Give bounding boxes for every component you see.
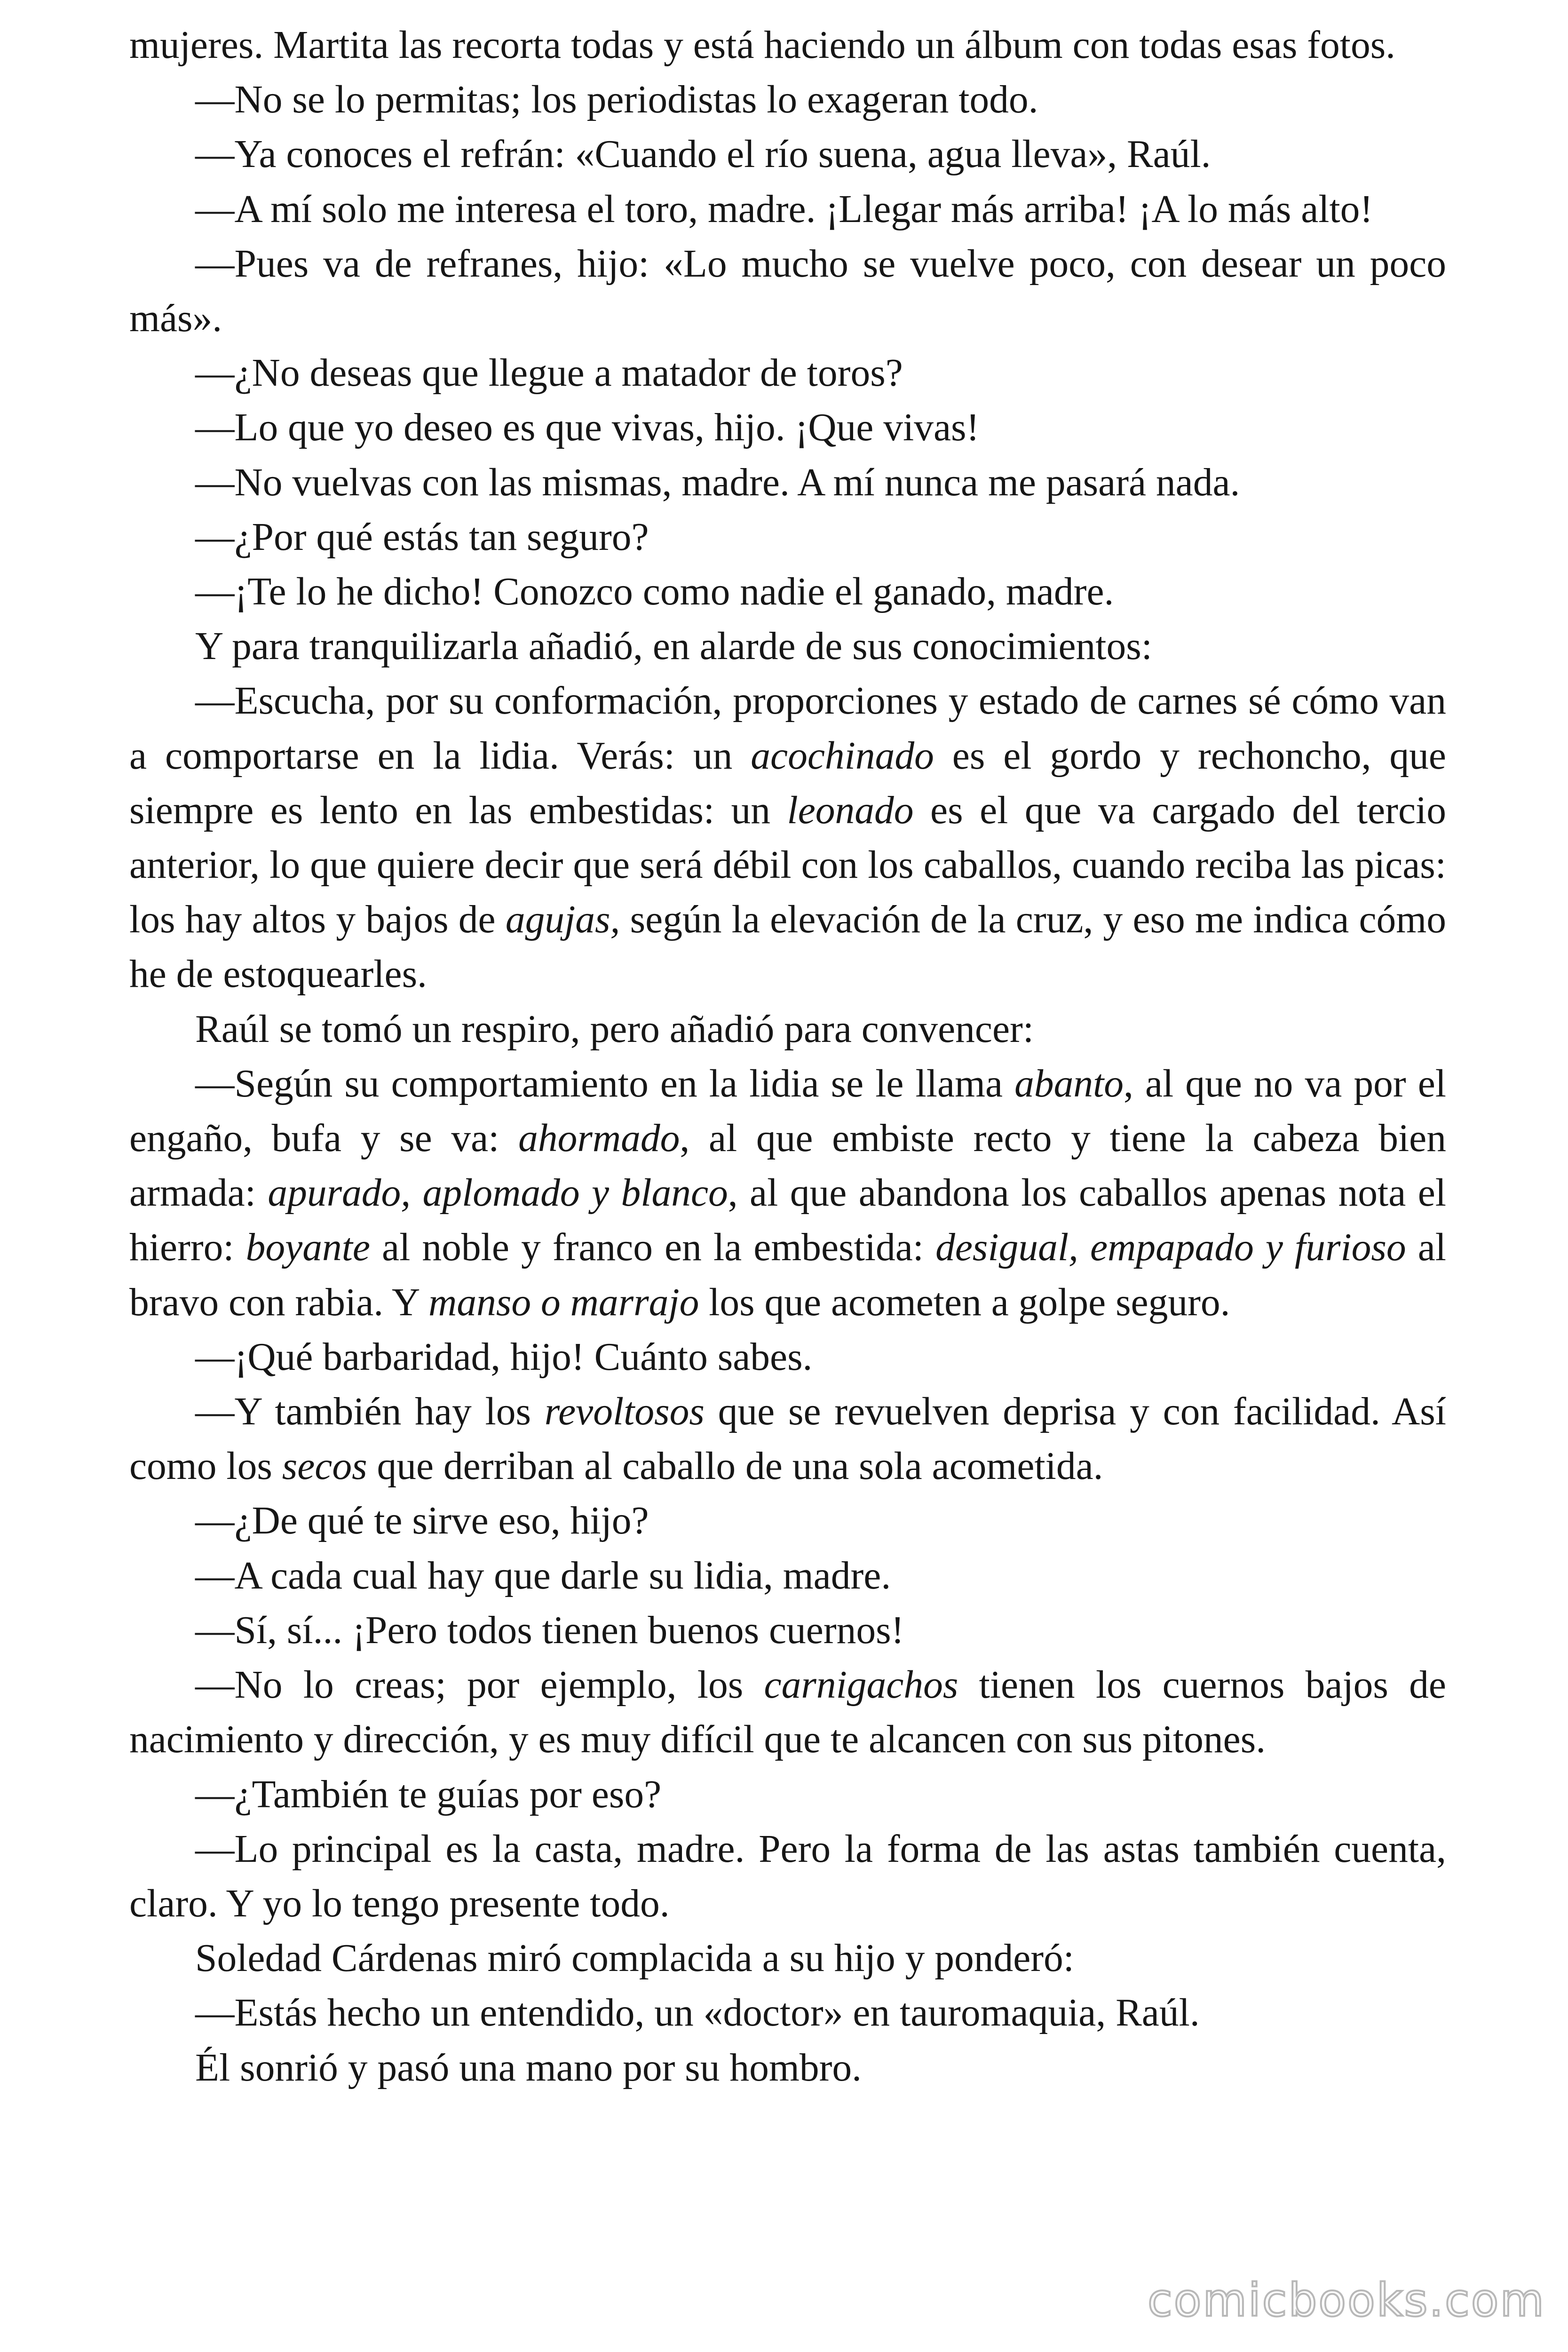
paragraph bbox=[129, 182, 1446, 237]
italic-term: carnigachos bbox=[764, 1663, 958, 1707]
text-run: es el gordo y rechoncho, que siempre es lento en las embestidas: un bbox=[129, 734, 1446, 832]
italic-term: ahormado bbox=[518, 1117, 680, 1160]
text-run: , al que embiste recto y tiene la cabeza bien armada: bbox=[129, 1117, 1446, 1215]
book-page-text bbox=[129, 18, 1446, 2095]
text-run: que se revuelven deprisa y con facilidad. Así como los bbox=[129, 1390, 1446, 1488]
text-run: según la elevación de la cruz, y eso me indica cómo he de estoquearles. bbox=[129, 898, 1446, 996]
italic-term: revoltosos bbox=[544, 1390, 705, 1434]
italic-term: leonado bbox=[787, 788, 914, 832]
paragraph bbox=[129, 1330, 1446, 1384]
paragraph bbox=[129, 1494, 1446, 1548]
italic-term: manso o marrajo bbox=[428, 1280, 699, 1324]
text-run: al noble y franco en la embestida: bbox=[370, 1226, 936, 1270]
text-run: —A cada cual hay que darle su lidia, madre. bbox=[195, 1554, 891, 1597]
text-run: es el que va cargado del tercio anterior, lo que quiere decir que será débil con los caballos, cuando reciba las picas: los hay altos y bajos de bbox=[129, 788, 1446, 942]
text-run: —Pues va de refranes, hijo: «Lo mucho se vuelve poco, con desear un poco más». bbox=[129, 242, 1446, 341]
italic-term: secos bbox=[282, 1445, 367, 1488]
text-run: —¿De qué te sirve eso, hijo? bbox=[195, 1499, 649, 1543]
text-run: —No se lo permitas; los periodistas lo exageran todo. bbox=[195, 78, 1038, 122]
text-run: Y para tranquilizarla añadió, en alarde de sus conocimientos: bbox=[195, 625, 1152, 668]
italic-term: agujas, bbox=[505, 898, 620, 942]
text-run: —Ya conoces el refrán: «Cuando el río suena, agua lleva», Raúl. bbox=[195, 133, 1211, 176]
text-run: —Sí, sí... ¡Pero todos tienen buenos cuernos! bbox=[195, 1608, 904, 1652]
text-run: que derriban al caballo de una sola acometida. bbox=[367, 1445, 1103, 1488]
text-run: —Lo que yo deseo es que vivas, hijo. ¡Que vivas! bbox=[195, 406, 980, 450]
text-run: —Y también hay los bbox=[195, 1390, 545, 1434]
text-run: —¿No deseas que llegue a matador de toros? bbox=[195, 351, 903, 395]
text-run: , al que abandona los caballos apenas nota el hierro: bbox=[129, 1171, 1446, 1270]
paragraph bbox=[129, 1549, 1446, 1603]
text-run: , al que no va por el engaño, bufa y se va: bbox=[129, 1062, 1446, 1160]
text-run: —Estás hecho un entendido, un «doctor» en tauromaquia, Raúl. bbox=[195, 1991, 1200, 2035]
text-run: Soledad Cárdenas miró complacida a su hijo y ponderó: bbox=[195, 1937, 1075, 1980]
paragraph bbox=[129, 1767, 1446, 1822]
text-run: al bravo con rabia. Y bbox=[129, 1226, 1446, 1324]
text-run: —No lo creas; por ejemplo, los bbox=[195, 1663, 764, 1707]
text-run: Raúl se tomó un respiro, pero añadió para convencer: bbox=[195, 1007, 1034, 1051]
text-run: —¡Te lo he dicho! Conozco como nadie el ganado, madre. bbox=[195, 570, 1114, 614]
text-run: —A mí solo me interesa el toro, madre. ¡Llegar más arriba! ¡A lo más alto! bbox=[195, 187, 1373, 231]
text-run: —No vuelvas con las mismas, madre. A mí nunca me pasará nada. bbox=[195, 461, 1240, 504]
italic-term: abanto bbox=[1014, 1062, 1124, 1105]
paragraph bbox=[129, 564, 1446, 619]
paragraph bbox=[129, 237, 1446, 346]
paragraph bbox=[129, 18, 1446, 72]
paragraph bbox=[129, 1931, 1446, 1986]
paragraph bbox=[129, 455, 1446, 510]
italic-term: apurado, aplomado y blanco bbox=[268, 1171, 728, 1215]
paragraph bbox=[129, 1002, 1446, 1057]
paragraph bbox=[129, 1384, 1446, 1494]
paragraph bbox=[129, 674, 1446, 1001]
text-run: los que acometen a golpe seguro. bbox=[699, 1280, 1230, 1324]
paragraph bbox=[129, 346, 1446, 400]
paragraph bbox=[129, 1822, 1446, 1931]
paragraph bbox=[129, 72, 1446, 127]
paragraph bbox=[129, 400, 1446, 455]
paragraph bbox=[129, 1658, 1446, 1767]
text-run: Él sonrió y pasó una mano por su hombro. bbox=[195, 2046, 862, 2090]
paragraph bbox=[129, 1603, 1446, 1658]
text-run: —¿Por qué estás tan seguro? bbox=[195, 515, 649, 559]
text-run: —¡Qué barbaridad, hijo! Cuánto sabes. bbox=[195, 1335, 813, 1379]
text-run: tienen los cuernos bajos de nacimiento y dirección, y es muy difícil que te alcancen con sus pitones. bbox=[129, 1663, 1446, 1762]
text-run: mujeres. Martita las recorta todas y está haciendo un álbum con todas esas fotos. bbox=[129, 24, 1396, 67]
paragraph bbox=[129, 619, 1446, 674]
paragraph bbox=[129, 2041, 1446, 2095]
paragraph bbox=[129, 1986, 1446, 2040]
paragraph bbox=[129, 1057, 1446, 1330]
italic-term: desigual, empapado y furioso bbox=[935, 1226, 1406, 1270]
paragraph bbox=[129, 510, 1446, 564]
text-run: —Según su comportamiento en la lidia se le llama bbox=[195, 1062, 1015, 1105]
italic-term: boyante bbox=[245, 1226, 370, 1270]
text-run: —Lo principal es la casta, madre. Pero la forma de las astas también cuenta, claro. Y yo lo tengo presente todo. bbox=[129, 1827, 1446, 1925]
text-run: —¿También te guías por eso? bbox=[195, 1772, 662, 1816]
italic-term: acochinado bbox=[751, 734, 934, 778]
watermark-logo: comicbooks.com bbox=[1147, 2274, 1545, 2327]
paragraph bbox=[129, 127, 1446, 182]
text-run: —Escucha, por su conformación, proporciones y estado de carnes sé cómo van a comportarse en la lidia. Verás: un bbox=[129, 679, 1446, 778]
